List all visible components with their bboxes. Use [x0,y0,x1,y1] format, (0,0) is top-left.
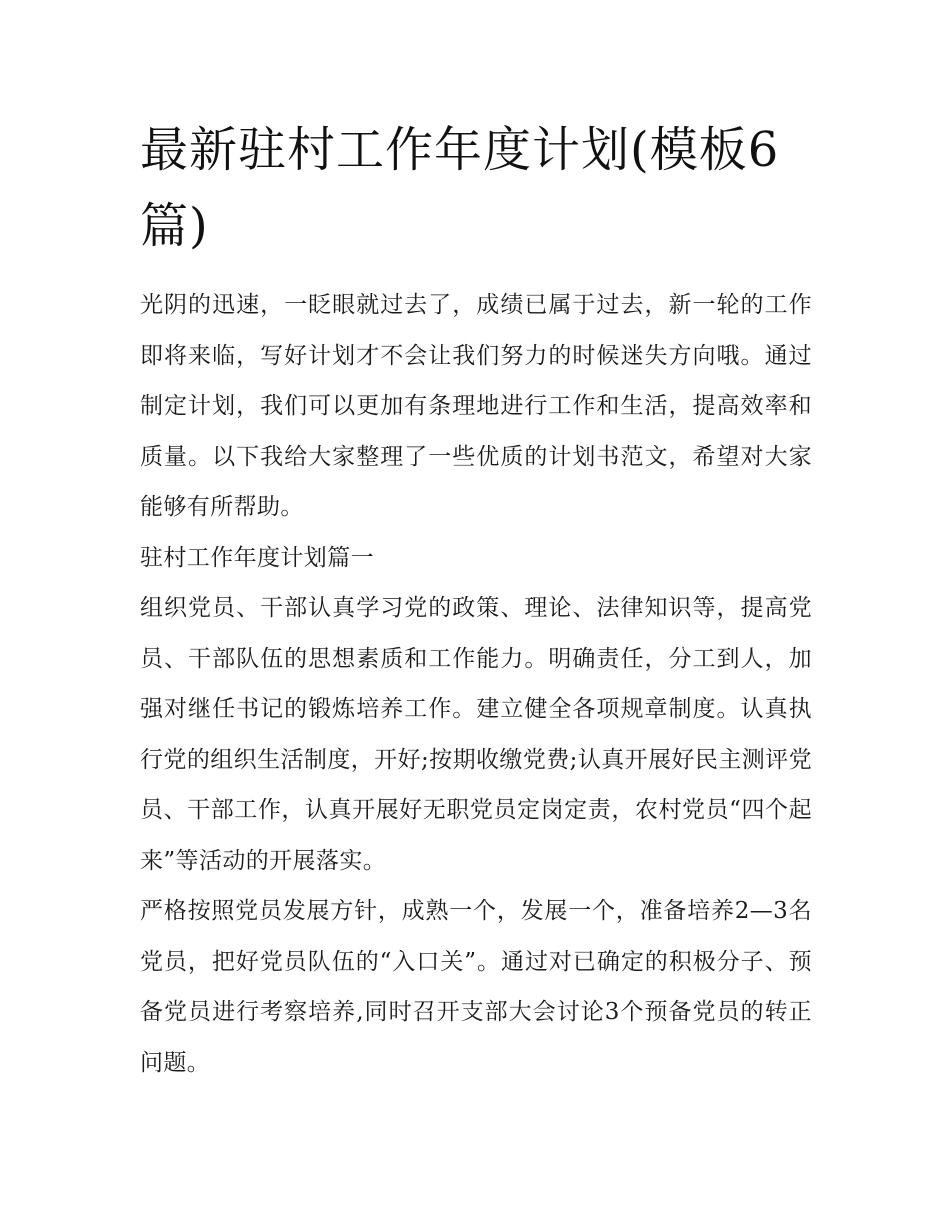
body-paragraph: 严格按照党员发展方针，成熟一个，发展一个，准备培养2—3名党员，把好党员队伍的“入口关”。通过对已确定的积极分子、预备党员进行考察培养,同时召开支部大会讨论3个预备党员的转正问题。 [140,898,812,1076]
intro-paragraph: 光阴的迅速，一眨眼就过去了，成绩已属于过去，新一轮的工作即将来临，写好计划才不会让我们努力的时候迷失方向哦。通过制定计划，我们可以更加有条理地进行工作和生活，提高效率和质量。以下我给大家整理了一些优质的计划书范文，希望对大家能够有所帮助。 [140,292,812,520]
document-body [140,280,812,1088]
document-title: 最新驻村工作年度计划(模板6篇) [140,122,780,254]
body-paragraph: 组织党员、干部认真学习党的政策、理论、法律知识等，提高党员、干部队伍的思想素质和工作能力。明确责任，分工到人，加强对继任书记的锻炼培养工作。建立健全各项规章制度。认真执行党的组织生活制度，开好;按期收缴党费;认真开展好民主测评党员、干部工作，认真开展好无职党员定岗定责，农村党员“四个起来”等活动的开展落实。 [140,595,812,874]
section-heading: 驻村工作年度计划篇一 [140,544,374,571]
